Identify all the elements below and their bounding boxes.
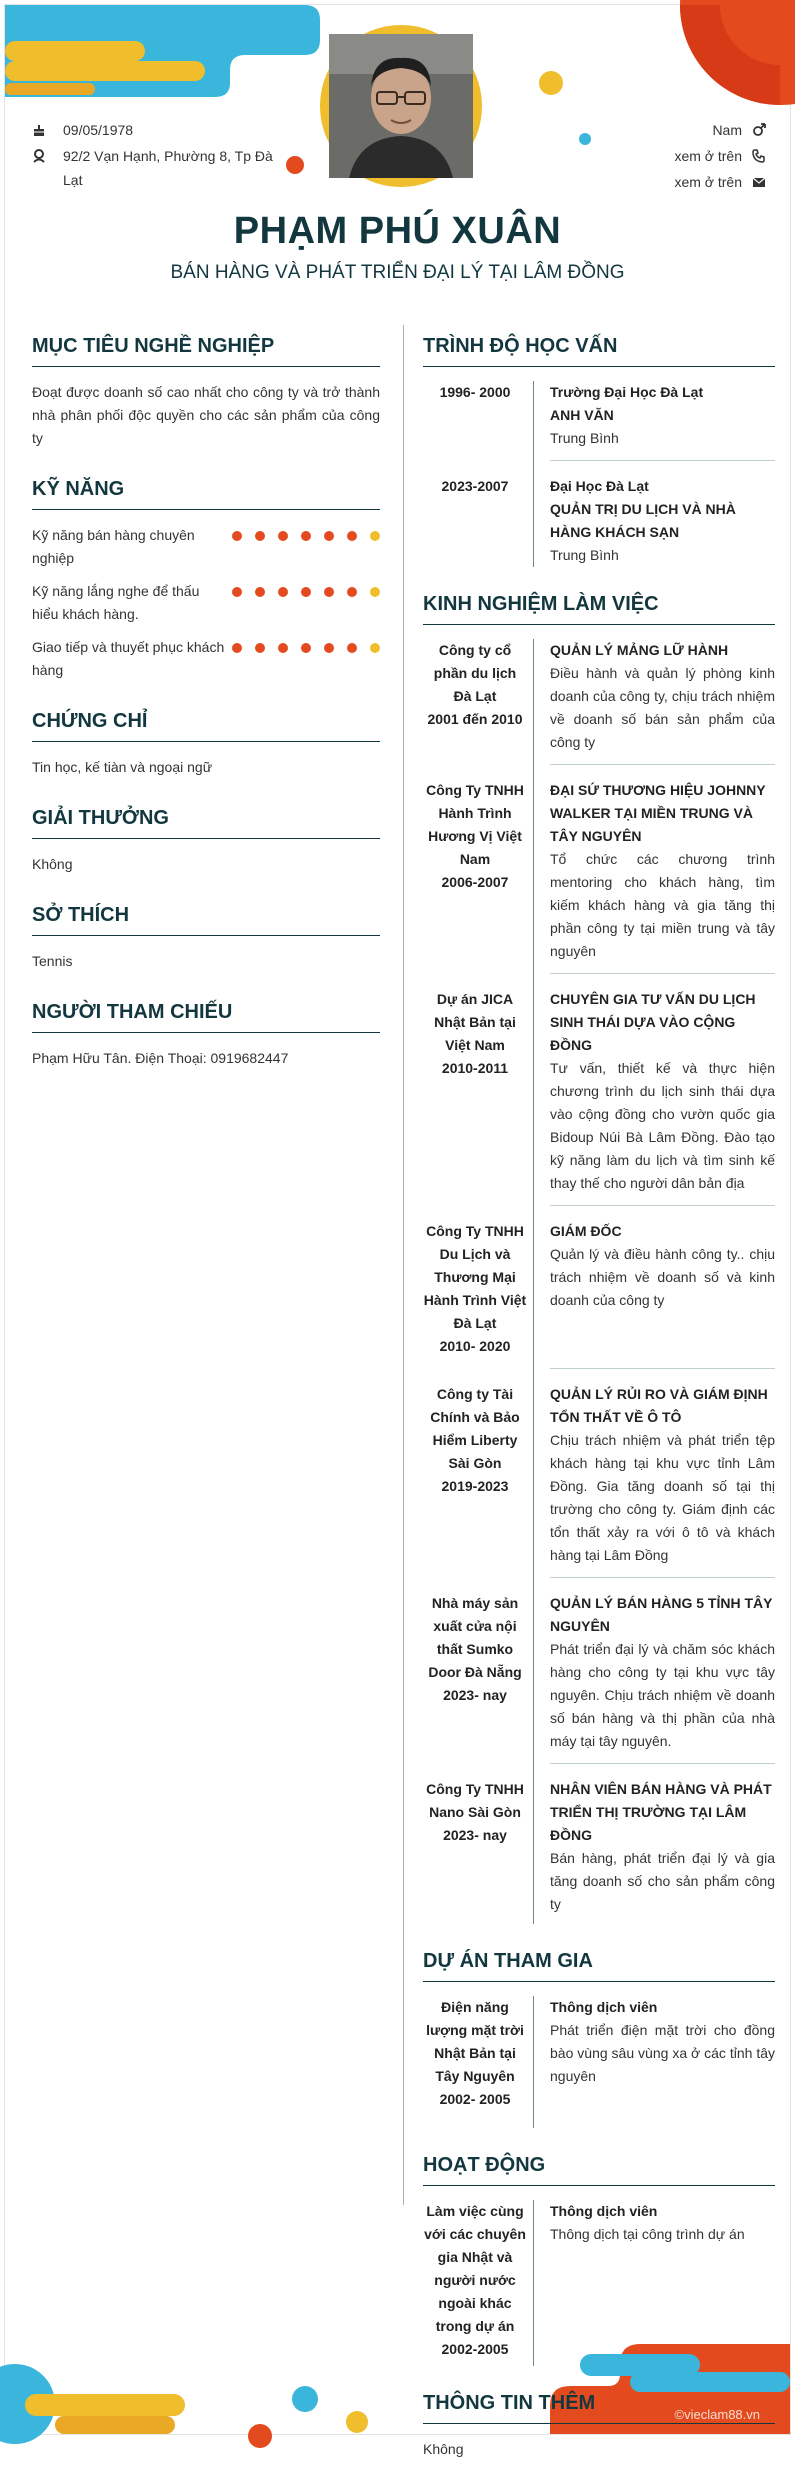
company-name: Công ty cổ phần du lịch Đà Lạt [433, 642, 517, 704]
rating-dot [255, 587, 265, 597]
experience-meta [423, 1220, 527, 1383]
references-section [32, 1001, 380, 1070]
experience-date: 2010- 2020 [439, 1338, 511, 1354]
school-name: Trường Đại Học Đà Lạt [550, 384, 704, 400]
skill-rating [232, 531, 380, 541]
hobbies-heading: SỞ THÍCH [32, 904, 380, 936]
skill-item [32, 636, 380, 682]
education-heading: TRÌNH ĐỘ HỌC VẤN [423, 335, 775, 367]
extra-heading: THÔNG TIN THÊM [423, 2392, 775, 2424]
location-icon [32, 149, 46, 163]
company-name: Công Ty TNHH Du Lịch và Thương Mại Hành Trình Việt Đà Lạt [423, 1223, 527, 1331]
skill-rating [232, 643, 380, 653]
birthday-row [32, 118, 282, 142]
project-role: Thông dịch viên [550, 1999, 658, 2015]
company-name: Dự án JICA Nhật Bản tại Việt Nam [434, 991, 516, 1053]
project-description: Phát triển điện mặt trời cho đồng bào vùng sâu vùng xa ở các tỉnh tây nguyên [550, 2022, 775, 2084]
education-body [533, 475, 775, 567]
rating-dot-empty [370, 531, 380, 541]
rating-dot [301, 531, 311, 541]
experience-date: 2010-2011 [441, 1060, 509, 1076]
position: NHÂN VIÊN BÁN HÀNG VÀ PHÁT TRIỂN THỊ TRƯỜNG TẠI LÂM ĐỒNG [550, 1781, 772, 1843]
column-divider [403, 325, 404, 2205]
objective-section [32, 335, 380, 450]
activity-meta [423, 2200, 527, 2366]
extra-section [423, 2392, 775, 2461]
phone-row [674, 144, 766, 168]
experience-body [533, 639, 775, 779]
project-body [533, 1996, 775, 2128]
description: Tổ chức các chương trình mentoring cho khách hàng, tìm kiếm khách hàng và gia tăng thị phần công ty tại miền trung và tây nguyên [550, 851, 775, 959]
experience-date: 2001 đến 2010 [427, 711, 523, 727]
experience-body [533, 988, 775, 1220]
email-row [674, 170, 766, 194]
position: QUẢN LÝ BÁN HÀNG 5 TỈNH TÂY NGUYÊN [550, 1595, 773, 1634]
item-separator [550, 1577, 775, 1578]
rating-dot [324, 531, 334, 541]
position: QUẢN LÝ RỦI RO VÀ GIÁM ĐỊNH TỔN THẤT VỀ Ô TÔ [550, 1386, 768, 1425]
activities-section [423, 2154, 775, 2366]
rating-dot [278, 587, 288, 597]
education-item [423, 381, 775, 475]
education-date: 2023-2007 [441, 478, 509, 494]
phone-icon [752, 149, 766, 163]
experience-meta [423, 779, 527, 988]
activity-name: Làm việc cùng với các chuyên gia Nhật và người nước ngoài khác trong dự án [424, 2203, 526, 2334]
experience-meta [423, 1778, 527, 1924]
experience-date: 2023- nay [443, 1687, 507, 1703]
certificates-section [32, 710, 380, 779]
activity-body [533, 2200, 775, 2366]
references-text: Phạm Hữu Tân. Điện Thoại: 0919682447 [32, 1050, 289, 1066]
project-name: Điện năng lượng mặt trời Nhật Bản tại Tây Nguyên [426, 1999, 524, 2084]
rating-dot [301, 587, 311, 597]
position: CHUYÊN GIA TƯ VẤN DU LỊCH SINH THÁI DỰA VÀO CỘNG ĐỒNG [550, 991, 756, 1053]
education-date: 1996- 2000 [439, 384, 511, 400]
contact-left [32, 118, 282, 194]
gender-row [674, 118, 766, 142]
item-separator [550, 1368, 775, 1369]
experience-item [423, 1592, 775, 1778]
experience-body [533, 1778, 775, 1924]
item-separator [550, 973, 775, 974]
birthday-cake-icon [32, 123, 46, 137]
experience-meta [423, 639, 527, 779]
awards-section [32, 807, 380, 876]
experience-item [423, 639, 775, 779]
rating-dot-empty [370, 587, 380, 597]
skill-item [32, 580, 380, 626]
activities-heading: HOẠT ĐỘNG [423, 2154, 775, 2186]
rating-dot [347, 531, 357, 541]
experience-meta [423, 988, 527, 1220]
projects-heading: DỰ ÁN THAM GIA [423, 1950, 775, 1982]
experience-item [423, 1383, 775, 1592]
right-column [423, 335, 775, 2487]
skill-item [32, 524, 380, 570]
rating-dot [278, 531, 288, 541]
project-meta [423, 1996, 527, 2128]
rating-dot [324, 587, 334, 597]
experience-item [423, 988, 775, 1220]
rating-dot [232, 531, 242, 541]
experience-date: 2023- nay [443, 1827, 507, 1843]
contact-right [674, 118, 766, 196]
rating-dot [324, 643, 334, 653]
description: Quản lý và điều hành công ty.. chịu trách nhiệm về doanh số và kinh doanh của công ty [550, 1246, 775, 1308]
description: Tư vấn, thiết kế và thực hiện chương trình du lịch sinh thái dựa vào cộng đồng cho vườn quốc gia Bidoup Núi Bà Lâm Đồng. Đào tạo kỹ năng làm du lịch và tìm sinh kế thay thế cho người dân bản địa [550, 1060, 775, 1191]
experience-body [533, 1383, 775, 1592]
rating-dot [278, 643, 288, 653]
candidate-title: BÁN HÀNG VÀ PHÁT TRIỂN ĐẠI LÝ TẠI LÂM ĐỒNG [170, 262, 625, 283]
avatar [329, 34, 473, 178]
company-name: Công Ty TNHH Hành Trình Hương Vị Việt Nam [426, 782, 524, 867]
major: QUẢN TRỊ DU LỊCH VÀ NHÀ HÀNG KHÁCH SẠN [550, 501, 736, 540]
company-name: Công ty Tài Chính và Bảo Hiểm Liberty Sài Gòn [430, 1386, 520, 1471]
description: Phát triển đại lý và chăm sóc khách hàng cho công ty tại khu vực tây nguyên. Chịu trách nhiệm về doanh số bán hàng và thị phần của nhà máy tại tây nguyên. [550, 1641, 775, 1749]
rating-dot [255, 643, 265, 653]
address-text: 92/2 Vạn Hạnh, Phường 8, Tp Đà Lạt [63, 148, 273, 188]
objective-text: Đoạt được doanh số cao nhất cho công ty và trở thành nhà phân phối độc quyền cho các sản phẩm của công ty [32, 384, 380, 446]
certificates-text: Tin học, kế tiàn và ngoại ngữ [32, 759, 213, 775]
rating-dot [347, 643, 357, 653]
candidate-name: PHẠM PHÚ XUÂN [233, 210, 562, 252]
skill-name: Kỹ năng bán hàng chuyên nghiệp [32, 527, 195, 566]
rating-dot [232, 587, 242, 597]
position: QUẢN LÝ MẢNG LỮ HÀNH [550, 642, 729, 658]
skill-rating [232, 587, 380, 597]
hobbies-text: Tennis [32, 953, 73, 969]
grade: Trung Bình [550, 430, 619, 446]
experience-meta [423, 1592, 527, 1778]
item-separator [550, 1763, 775, 1764]
email-text: xem ở trên [674, 174, 742, 190]
activity-description: Thông dịch tại công trình dự án [550, 2226, 745, 2242]
project-item [423, 1996, 775, 2128]
position: ĐẠI SỨ THƯƠNG HIỆU JOHNNY WALKER TẠI MIỀN TRUNG VÀ TÂY NGUYÊN [550, 782, 766, 844]
hobbies-section [32, 904, 380, 973]
skill-name: Kỹ năng lắng nghe để thấu hiểu khách hàng. [32, 583, 200, 622]
activity-item [423, 2200, 775, 2366]
gender-text: Nam [712, 122, 742, 138]
avatar-photo [329, 34, 473, 178]
description: Chịu trách nhiệm và phát triển tệp khách hàng tại khu vực tỉnh Lâm Đồng. Gia tăng doanh số tại thị trường cho công ty. Giám định các tổn thất xảy ra với ô tô và khách hàng tại Lâm Đồng [550, 1432, 775, 1563]
birthday-text: 09/05/1978 [63, 122, 134, 138]
major: ANH VĂN [550, 407, 614, 423]
rating-dot [255, 531, 265, 541]
watermark: ©vieclam88.vn [674, 2407, 760, 2422]
experience-body [533, 779, 775, 988]
company-name: Nhà máy sản xuất cửa nội thất Sumko Door Đà Nẵng [428, 1595, 522, 1680]
experience-section [423, 593, 775, 1924]
rating-dot [232, 643, 242, 653]
experience-meta [423, 1383, 527, 1592]
objective-heading: MỤC TIÊU NGHỀ NGHIỆP [32, 335, 380, 367]
experience-item [423, 1778, 775, 1924]
education-body [533, 381, 775, 475]
bottom-left-decoration [5, 2334, 405, 2434]
education-section [423, 335, 775, 567]
avatar-frame [320, 25, 482, 187]
school-name: Đại Học Đà Lạt [550, 478, 649, 494]
description: Bán hàng, phát triển đại lý và gia tăng doanh số cho sản phẩm công ty [550, 1850, 775, 1912]
awards-heading: GIẢI THƯỞNG [32, 807, 380, 839]
phone-text: xem ở trên [674, 148, 742, 164]
item-separator [550, 1205, 775, 1206]
certificates-heading: CHỨNG CHỈ [32, 710, 380, 742]
experience-body [533, 1592, 775, 1778]
company-name: Công Ty TNHH Nano Sài Gòn [426, 1781, 524, 1820]
extra-text: Không [423, 2441, 464, 2457]
education-item [423, 475, 775, 567]
rating-dot-empty [370, 643, 380, 653]
rating-dot [347, 587, 357, 597]
experience-body [533, 1220, 775, 1383]
grade: Trung Bình [550, 547, 619, 563]
skills-heading: KỸ NĂNG [32, 478, 380, 510]
position: GIÁM ĐỐC [550, 1223, 622, 1239]
rating-dot [301, 643, 311, 653]
description: Điều hành và quản lý phòng kinh doanh của công ty, chịu trách nhiệm về doanh số bán sản phẩm của công ty [550, 665, 775, 750]
skills-section [32, 478, 380, 682]
skill-name: Giao tiếp và thuyết phục khách hàng [32, 639, 225, 678]
awards-text: Không [32, 856, 73, 872]
item-separator [550, 460, 775, 461]
experience-date: 2006-2007 [441, 874, 509, 890]
cv-page [4, 4, 791, 2457]
project-date: 2002- 2005 [439, 2091, 511, 2107]
experience-item [423, 779, 775, 988]
email-icon [752, 175, 766, 189]
activity-role: Thông dịch viên [550, 2203, 658, 2219]
references-heading: NGƯỜI THAM CHIẾU [32, 1001, 380, 1033]
address-row [32, 144, 282, 192]
experience-date: 2019-2023 [441, 1478, 509, 1494]
projects-section [423, 1950, 775, 2128]
experience-heading: KINH NGHIỆM LÀM VIỆC [423, 593, 775, 625]
item-separator [550, 764, 775, 765]
left-column [32, 335, 380, 1098]
gender-icon [752, 123, 766, 137]
activity-date: 2002-2005 [441, 2341, 509, 2357]
experience-item [423, 1220, 775, 1383]
